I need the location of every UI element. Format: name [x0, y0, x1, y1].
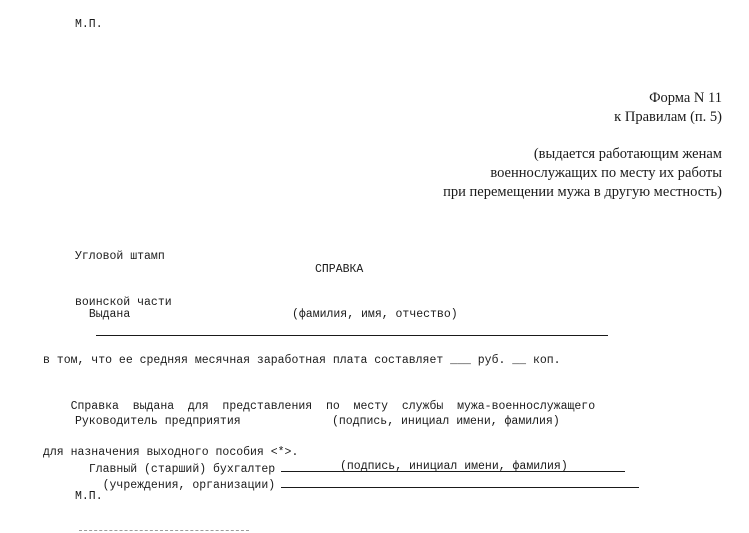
form-header — [614, 89, 722, 127]
corner-stamp-line-2: воинской части — [75, 296, 172, 310]
footnote-separator — [79, 530, 249, 531]
document-title: СПРАВКА — [315, 263, 364, 276]
accountant-label: Главный (старший) бухгалтер — [88, 463, 276, 477]
manager-signature-hint: (подпись, инициал имени, фамилия) — [332, 415, 560, 428]
top-stamp-mark: М.П. — [75, 18, 103, 31]
purpose-line-2: для назначения выходного пособия <*>. — [43, 446, 299, 460]
issued-to-label: Выдана — [88, 308, 131, 322]
purpose-line-1: Справка выдана для представления по месту службы мужа-военнослужащего — [43, 400, 596, 414]
issuance-note-line-1: (выдается работающим женам — [533, 146, 722, 162]
manager-label-org: (учреждения, организации) — [102, 479, 276, 493]
issuance-note-line-3: при перемещении мужа в другую местность) — [443, 184, 722, 200]
form-number: Форма N 11 — [649, 90, 722, 106]
issuance-note-line-2: военнослужащих по месту их работы — [490, 165, 722, 181]
issuance-note — [443, 145, 722, 202]
salary-line: в том, что ее средняя месячная заработная плата составляет ___ руб. __ коп. — [43, 353, 561, 367]
manager-label-line-1: Руководитель предприятия — [75, 414, 241, 428]
issued-to-hint: (фамилия, имя, отчество) — [292, 308, 458, 321]
bottom-stamp-mark: М.П. — [75, 490, 103, 503]
accountant-signature-hint: (подпись, инициал имени, фамилия) — [340, 460, 568, 473]
corner-stamp-line-1: Угловой штамп — [75, 249, 165, 263]
rules-reference: к Правилам (п. 5) — [614, 109, 722, 125]
